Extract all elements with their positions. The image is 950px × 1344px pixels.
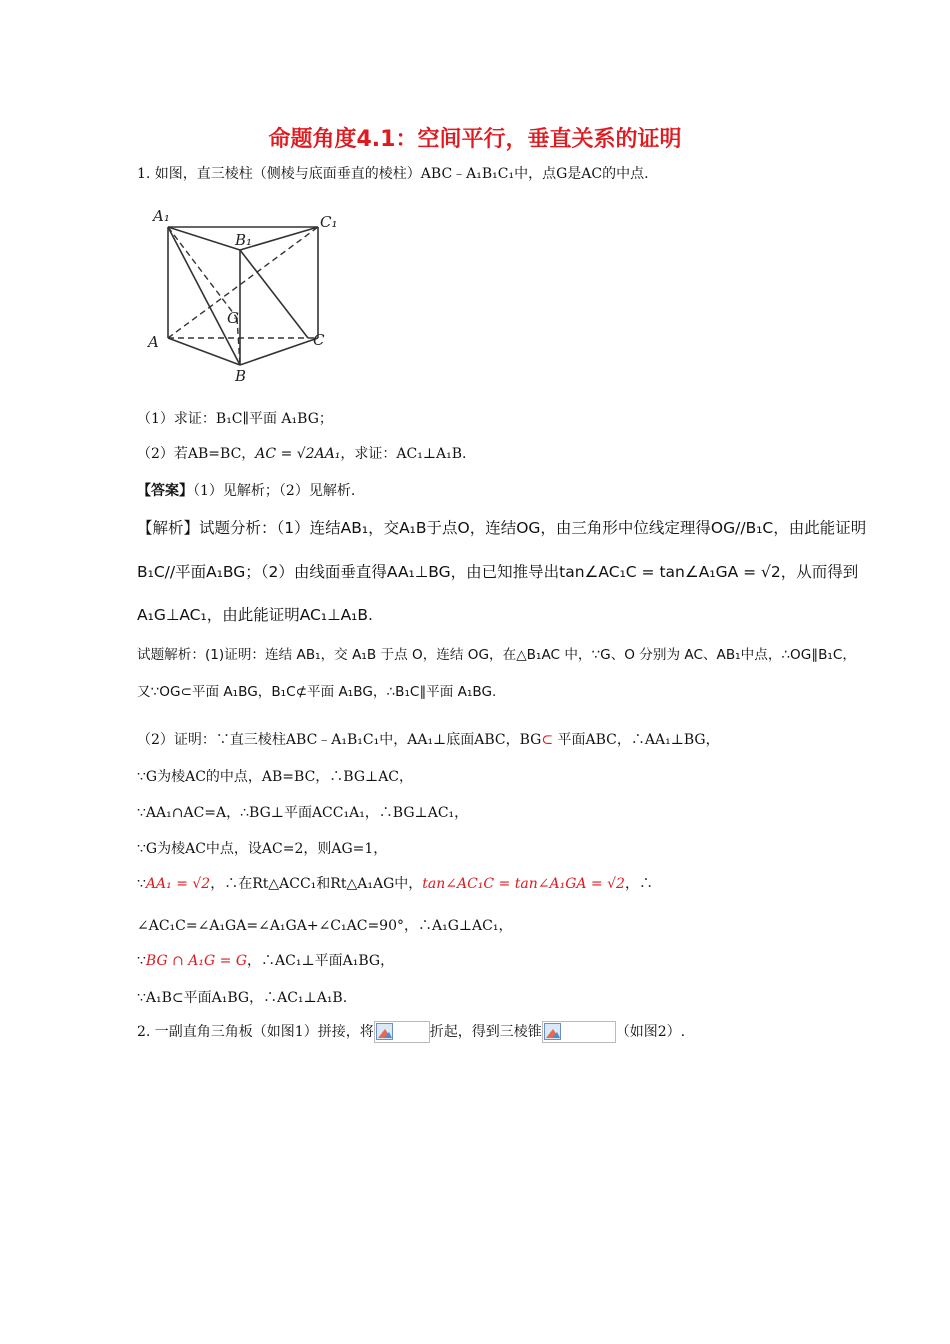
- proof-line-6: ∠AC₁C=∠A₁GA=∠A₁GA+∠C₁AC=90°，∴A₁G⊥AC₁，: [137, 918, 513, 934]
- question-2-c: （如图2）.: [615, 1024, 686, 1040]
- proof-line-1b: 平面ABC，∴AA₁⊥BG，: [553, 732, 720, 748]
- proof-line-1: [137, 729, 720, 749]
- solution-line-2: 又∵OG⊂平面 A₁BG，B₁C⊄平面 A₁BG，∴B₁C∥平面 A₁BG.: [137, 684, 497, 700]
- part-2-suffix: ，求证：AC₁⊥A₁B.: [340, 446, 467, 462]
- proof-line-4: ∵G为棱AC中点，设AC=2，则AG=1，: [137, 841, 388, 857]
- broken-image-1: [374, 1021, 430, 1043]
- image-placeholder-icon: [376, 1023, 393, 1040]
- proof-line-7b: ，∴AC₁⊥平面A₁BG，: [247, 953, 395, 969]
- label-c1: C₁: [320, 213, 338, 231]
- answer-text: （1）见解析；（2）见解析.: [193, 483, 356, 499]
- label-a: A: [148, 333, 159, 351]
- subset-symbol: ⊂: [541, 732, 554, 748]
- proof-line-5b: ，∴在Rt△ACC₁和Rt△A₁AG中，: [210, 876, 423, 892]
- answer-label: 【答案】: [137, 483, 193, 499]
- analysis-line-2: B₁C//平面A₁BG；（2）由线面垂直得AA₁⊥BG，由已知推导出tan∠AC₁C = tan∠A₁GA = √2，从而得到: [137, 563, 859, 581]
- proof-line-7a: ∵: [137, 953, 146, 969]
- label-b: B: [235, 367, 247, 385]
- answer-line: [137, 480, 355, 500]
- proof-line-5a: ∵: [137, 876, 146, 892]
- analysis-line-1: 【解析】试题分析：（1）连结AB₁，交A₁B于点O，连结OG，由三角形中位线定理得OG//B₁C，由此能证明: [137, 519, 867, 537]
- proof-line-5c: ，∴: [624, 876, 653, 892]
- proof-line-1a: （2）证明：∵直三棱柱ABC﹣A₁B₁C₁中，AA₁⊥底面ABC，BG: [137, 732, 542, 748]
- analysis-line-3: A₁G⊥AC₁，由此能证明AC₁⊥A₁B.: [137, 606, 373, 624]
- question-2-a: 2. 一副直角三角板（如图1）拼接，将: [137, 1024, 374, 1040]
- solution-line-1: 试题解析：(1)证明：连结 AB₁，交 A₁B 于点 O，连结 OG，在△B₁AC 中，∵G、O 分别为 AC、AB₁中点，∴OG∥B₁C，: [137, 647, 856, 663]
- proof-line-8: ∵A₁B⊂平面A₁BG，∴AC₁⊥A₁B.: [137, 990, 348, 1006]
- proof-line-5: [137, 873, 653, 893]
- part-2-formula: AC = √2AA₁: [255, 446, 341, 462]
- proof-formula-tan: tan∠AC₁C = tan∠A₁GA = √2: [422, 876, 625, 892]
- question-1-stem: 1. 如图，直三棱柱（侧棱与底面垂直的棱柱）ABC﹣A₁B₁C₁中，点G是AC的中点.: [137, 166, 649, 182]
- label-c: C: [313, 331, 325, 349]
- part-1: （1）求证：B₁C∥平面 A₁BG；: [137, 411, 333, 427]
- image-placeholder-icon: [544, 1023, 561, 1040]
- question-2-b: 折起，得到三棱锥: [429, 1024, 542, 1040]
- question-2-stem: [137, 1021, 685, 1043]
- proof-formula-bg: BG ∩ A₁G = G: [145, 953, 248, 969]
- prism-figure: [143, 205, 343, 385]
- label-g: G: [227, 309, 239, 327]
- proof-line-3: ∵AA₁∩AC=A，∴BG⊥平面ACC₁A₁，∴BG⊥AC₁，: [137, 805, 469, 821]
- prism-diagram: [143, 205, 343, 385]
- proof-line-7: [137, 950, 394, 970]
- broken-image-2: [542, 1021, 616, 1043]
- proof-line-2: ∵G为棱AC的中点，AB=BC，∴BG⊥AC，: [137, 769, 414, 785]
- part-2: [137, 443, 466, 463]
- label-b1: B₁: [235, 231, 253, 249]
- page-title: 命题角度4.1：空间平行，垂直关系的证明: [268, 127, 682, 152]
- part-2-prefix: （2）若AB=BC，: [137, 446, 256, 462]
- label-a1: A₁: [153, 207, 170, 225]
- proof-formula-aa1: AA₁ = √2: [145, 876, 211, 892]
